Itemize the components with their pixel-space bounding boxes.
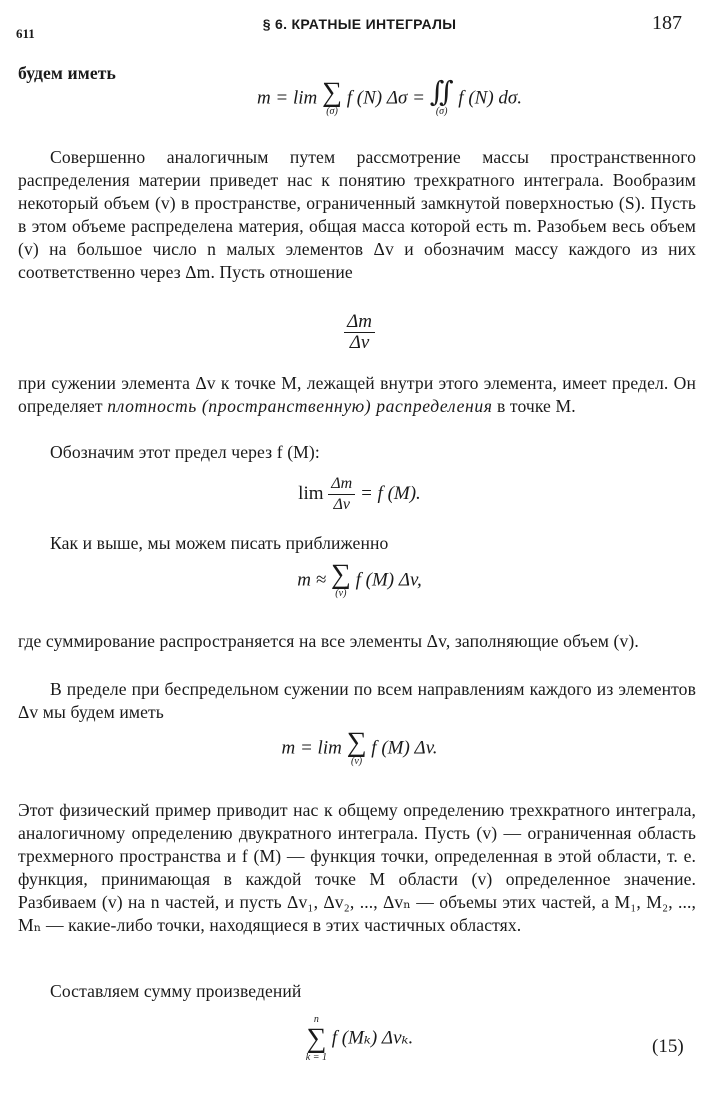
formula-approx-mass [0, 559, 719, 600]
intro-text: будем иметь [18, 63, 116, 83]
formula1-mid: f (N) Δσ = [346, 87, 425, 109]
paragraph-2-start: при сужении элемента Δv к точке M, лежащей внутри этого элемента, имеет предел. Он определяет [18, 373, 696, 416]
limit-denominator: Δv [333, 496, 350, 513]
fraction-numerator: Δm [344, 312, 375, 333]
sum-operator: n ∑ k = 1 [305, 1014, 327, 1063]
formula3-lhs: m ≈ [297, 569, 327, 591]
formula4-lhs: m = lim [281, 737, 342, 759]
paragraph-2-end: в точке M. [492, 396, 576, 416]
paragraph-8: Составляем сумму произведений [50, 981, 302, 1001]
formula2-rhs: = f (M). [359, 482, 421, 504]
paragraph-2 [18, 372, 696, 418]
paragraph-6: В пределе при беспредельном сужении по всем направлениям каждого из элементов Δv мы будем иметь [18, 679, 696, 722]
paragraph-5: где суммирование распространяется на все элементы Δv, заполняющие объем (v). [18, 631, 639, 651]
sum-operator: ∑ (σ) [322, 77, 342, 117]
paragraph-3: Обозначим этот предел через f (M): [50, 442, 320, 462]
formula-mass-limit [0, 727, 719, 768]
density-term: плотность (пространственную) распределения [107, 396, 493, 416]
fraction-denominator: Δv [349, 332, 370, 353]
sum-operator: ∑ (v) [330, 559, 351, 599]
formula5-expression: f (Mₖ) Δvₖ. [331, 1027, 414, 1049]
integral-index: (σ) [435, 106, 448, 117]
page-corner-mark: 611 [16, 26, 35, 41]
limit-fraction [328, 474, 355, 515]
limit-numerator: Δm [328, 474, 355, 495]
sum-index: (v) [335, 588, 347, 599]
sum-index: (σ) [326, 106, 338, 117]
sum-index: (v) [351, 756, 363, 767]
formula3-rhs: f (M) Δv, [355, 569, 422, 591]
running-header: § 6. КРАТНЫЕ ИНТЕГРАЛЫ [262, 16, 457, 32]
double-integral-operator: ∬ (σ) [429, 77, 454, 117]
page-number: 187 [652, 12, 682, 34]
formula4-rhs: f (M) Δv. [371, 737, 438, 759]
equation-number: (15) [652, 1036, 684, 1057]
formula-density-limit [0, 474, 719, 515]
formula1-lhs: m = lim [256, 87, 318, 109]
formula-sum-products [0, 1014, 719, 1064]
sum-lower-limit: k = 1 [305, 1052, 327, 1063]
paragraph-7: Этот физический пример приводит нас к общему определению трехкратного интеграла, аналогичному определению двукратного интеграла. Пусть (v) — ограниченная область трехмерного пространства и f (M) — функция точки, определенная в этой области, т. е. функция, принимающая в каждой точке M области (v) определенное значение. Разбиваем (v) на n частей, и пусть Δv₁, Δv₂, ..., Δvₙ — объемы этих частей, а M₁, M₂, ..., Mₙ — какие-либо точки, находящиеся в этих частичных областях. [18, 800, 696, 935]
paragraph-1: Совершенно аналогичным путем рассмотрение массы пространственного распределения материи приведет нас к понятию трехкратного интеграла. Вообразим некоторый объем (v) в пространстве, ограниченный замкнутой поверхностью (S). Пусть в этом объеме распределена материя, общая масса которой есть m. Разобьем весь объем (v) на большое число n малых элементов Δv и обозначим массу каждого из них соответственно через Δm. Пусть отношение [18, 147, 696, 282]
paragraph-4: Как и выше, мы можем писать приближенно [50, 533, 389, 553]
sum-upper-limit: n [313, 1014, 319, 1025]
limit-label: lim [298, 482, 324, 504]
ratio-fraction [344, 312, 375, 353]
formula-ratio [0, 312, 719, 353]
sum-operator: ∑ (v) [346, 727, 367, 767]
formula1-rhs: f (N) dσ. [458, 87, 523, 109]
formula-mass-surface [30, 77, 719, 118]
